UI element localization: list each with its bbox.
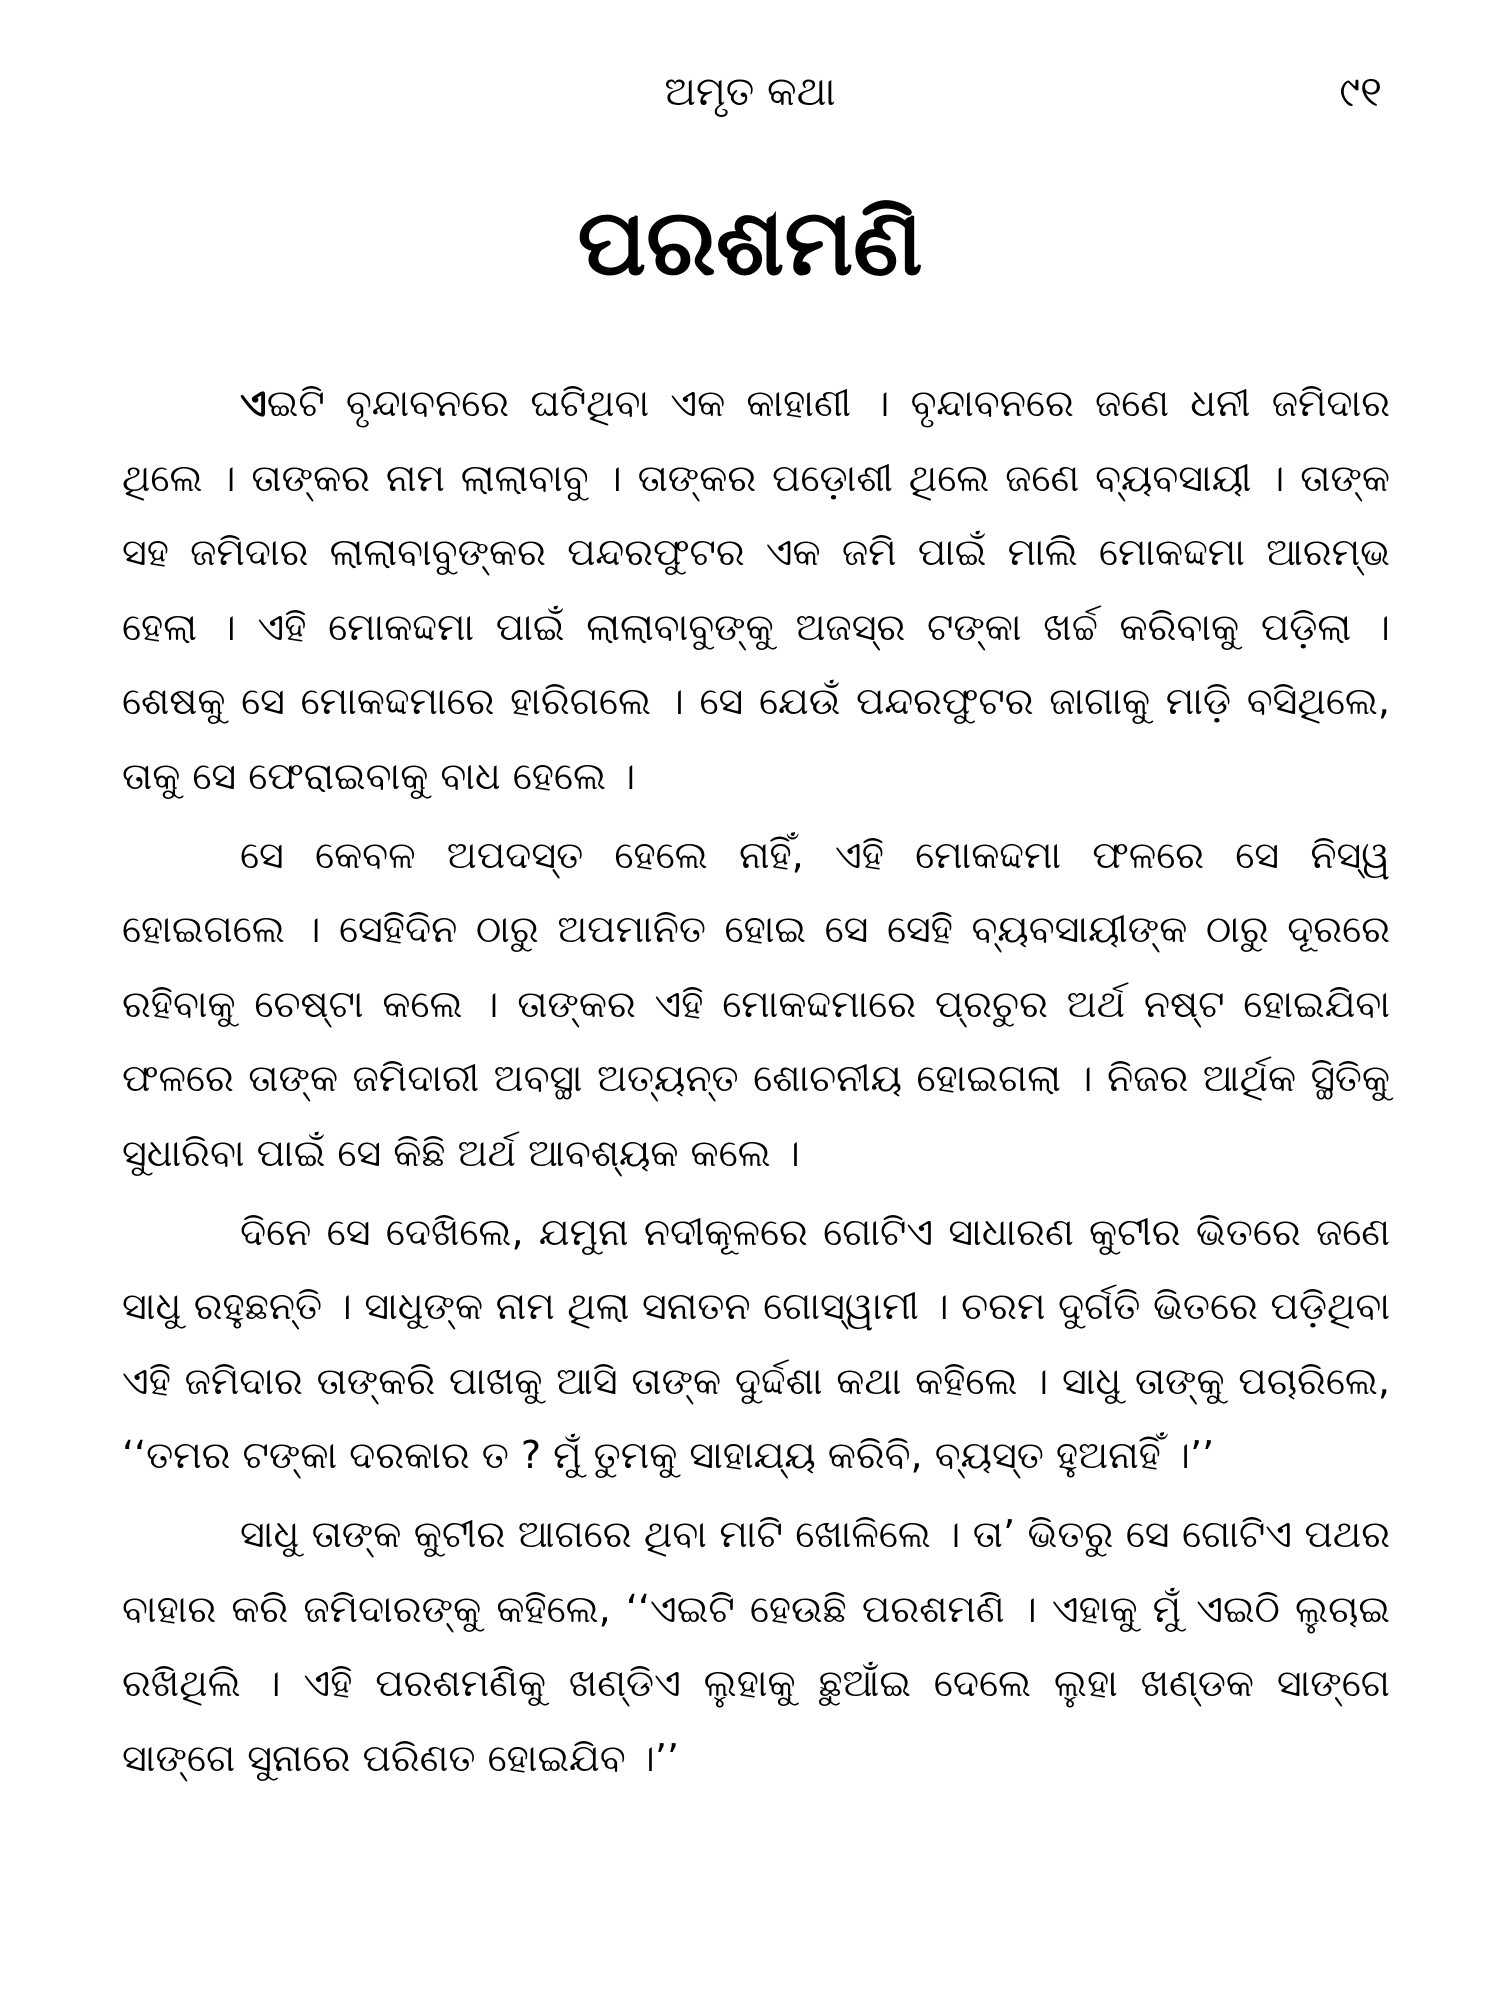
paragraph-text: ଦିନେ ସେ ଦେଖିଲେ, ଯମୁନା ନଦୀକୂଳରେ ଗୋଟିଏ ସାଧାରଣ କୁଟୀର ଭିତରେ ଜଣେ ସାଧୁ ରହୁଛନ୍ତି । ସାଧୁଙ୍କ ନାମ ଥିଲା ସନାତନ ଗୋସ୍ୱାମୀ । ଚରମ ଦୁର୍ଗତି ଭିତରେ ପଡ଼ିଥିବା ଏହି ଜମିଦାର ତାଙ୍କରି ପାଖକୁ ଆସି ତାଙ୍କ ଦୁର୍ଦ୍ଦଶା କଥା କହିଲେ । ସାଧୁ ତାଙ୍କୁ ପଚାରିଲେ, ‘‘ତମର ଟଙ୍କା ଦରକାର ତ ? ମୁଁ ତୁମକୁ ସାହାଯ୍ୟ କରିବି, ବ୍ୟସ୍ତ ହୁଅନାହିଁ ।’’ xyxy=(122,1209,1390,1478)
paragraph-2 xyxy=(122,818,1390,1191)
paragraph-text: ସେ କେବଳ ଅପଦସ୍ତ ହେଲେ ନାହିଁ, ଏହି ମୋକଦ୍ଦମା ଫଳରେ ସେ ନିସ୍ୱ ହୋଇଗଲେ । ସେହିଦିନ ଠାରୁ ଅପମାନିତ ହୋଇ ସେ ସେହି ବ୍ୟବସାୟୀଙ୍କ ଠାରୁ ଦୂରରେ ରହିବାକୁ ଚେଷ୍ଟା କଲେ । ତାଙ୍କର ଏହି ମୋକଦ୍ଦମାରେ ପ୍ରଚୁର ଅର୍ଥ ନଷ୍ଟ ହୋଇଯିବା ଫଳରେ ତାଙ୍କ ଜମିଦାରୀ ଅବସ୍ଥା ଅତ୍ୟନ୍ତ ଶୋଚନୀୟ ହୋଇଗଲା । ନିଜର ଆର୍ଥିକ ସ୍ଥିତିକୁ ସୁଧାରିବା ପାଇଁ ସେ କିଛି ଅର୍ଥ ଆବଶ୍ୟକ କଲେ । xyxy=(122,832,1390,1175)
running-title: ଅମୃତ କଥା xyxy=(664,69,836,115)
paragraph-text: ଇଟି ବୃନ୍ଦାବନରେ ଘଟିଥିବା ଏକ କାହାଣୀ । ବୃନ୍ଦାବନରେ ଜଣେ ଧନୀ ଜମିଦାର ଥିଲେ । ତାଙ୍କର ନାମ ଲାଲାବାବୁ । ତାଙ୍କର ପଡ଼ୋଶୀ ଥିଲେ ଜଣେ ବ୍ୟବସାୟୀ । ତାଙ୍କ ସହ ଜମିଦାର ଲାଲାବାବୁଙ୍କର ପନ୍ଦରଫୁଟର ଏକ ଜମି ପାଇଁ ମାଲି ମୋକଦ୍ଦମା ଆରମ୍ଭ ହେଲା । ଏହି ମୋକଦ୍ଦମା ପାଇଁ ଲାଲାବାବୁଙ୍କୁ ଅଜସ୍ର ଟଙ୍କା ଖର୍ଚ୍ଚ କରିବାକୁ ପଡ଼ିଲା । ଶେଷକୁ ସେ ମୋକଦ୍ଦମାରେ ହାରିଗଲେ । ସେ ଯେଉଁ ପନ୍ଦରଫୁଟର ଜାଗାକୁ ମାଡ଼ି ବସିଥିଲେ, ତାକୁ ସେ ଫେରାଇବାକୁ ବାଧ ହେଲେ । xyxy=(122,381,1390,798)
drop-letter: ଏ xyxy=(240,381,267,425)
chapter-title: ପରଶମଣି xyxy=(577,189,923,296)
paragraph-4 xyxy=(122,1497,1390,1795)
page-header xyxy=(0,62,1500,122)
paragraph-text: ସାଧୁ ତାଙ୍କ କୁଟୀର ଆଗରେ ଥିବା ମାଟି ଖୋଳିଲେ । ତା’ ଭିତରୁ ସେ ଗୋଟିଏ ପଥର ବାହାର କରି ଜମିଦାରଙ୍କୁ କହିଲେ, ‘‘ଏଇଟି ହେଉଛି ପରଶମଣି । ଏହାକୁ ମୁଁ ଏଇଠି ଲୁଚାଇ ରଖିଥିଲି । ଏହି ପରଶମଣିକୁ ଖଣ୍ଡିଏ ଲୁହାକୁ ଛୁଆଁଇ ଦେଲେ ଲୁହା ଖଣ୍ଡକ ସାଙ୍ଗେ ସାଙ୍ଗେ ସୁନାରେ ପରିଣତ ହୋଇଯିବ ।’’ xyxy=(122,1511,1390,1780)
body-text xyxy=(122,366,1390,1795)
paragraph-3 xyxy=(122,1195,1390,1493)
page-number: ୯୧ xyxy=(1339,67,1382,116)
paragraph-1 xyxy=(122,366,1390,814)
